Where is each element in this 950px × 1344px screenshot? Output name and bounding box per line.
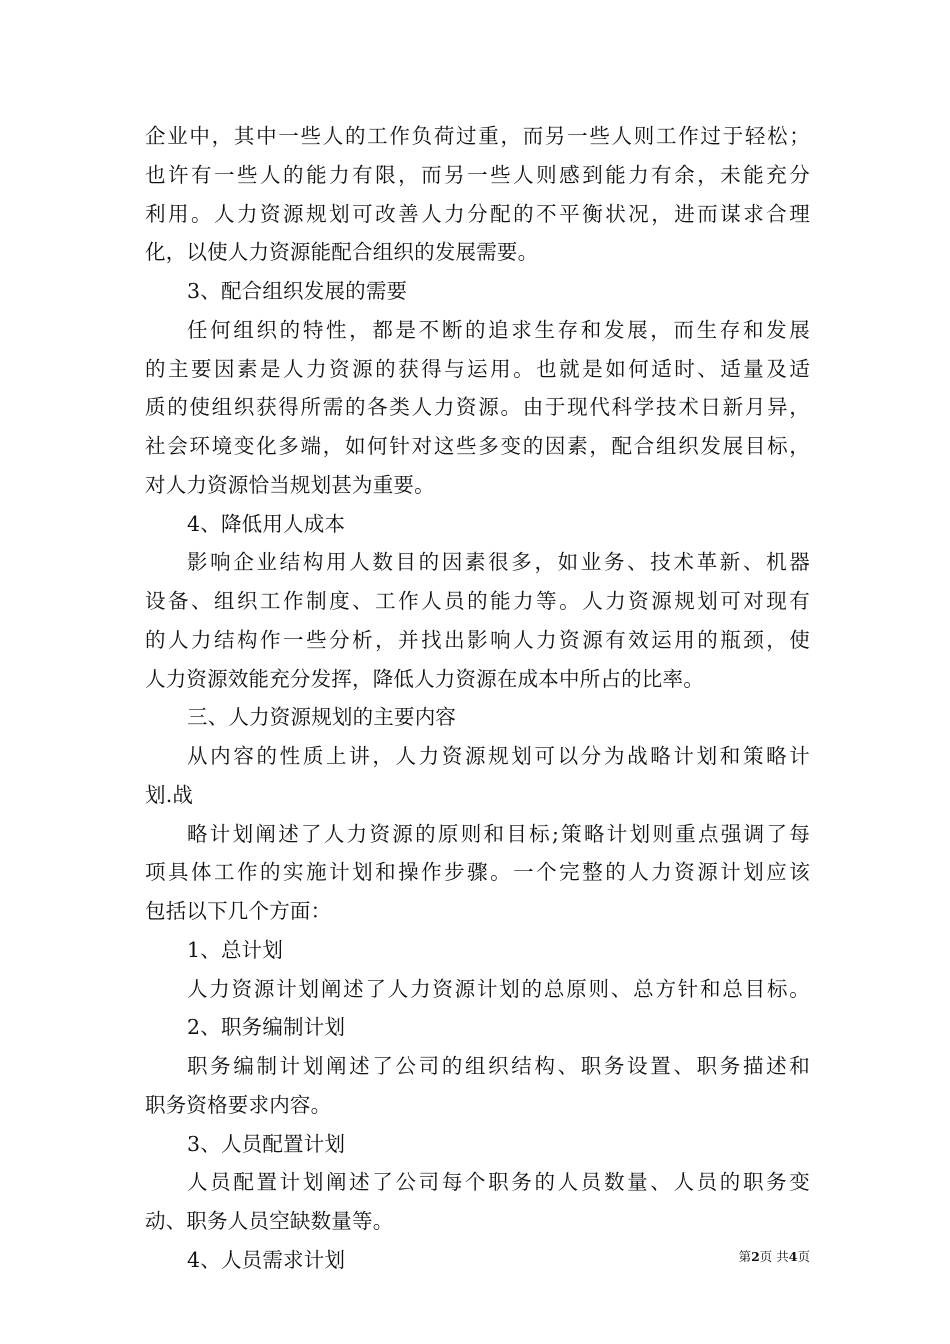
text-line: 人力资源计划阐述了人力资源计划的总原则、总方针和总目标。 xyxy=(187,976,810,1001)
text-line: 3、配合组织发展的需要 xyxy=(187,279,408,303)
text-line: 从内容的性质上讲，人力资源规划可以分为战略计划和策略计 xyxy=(187,744,810,768)
text-line: 3、人员配置计划 xyxy=(187,1131,346,1156)
footer-suffix: 页 xyxy=(797,1249,810,1264)
text-line: 人力资源效能充分发挥，降低人力资源在成本中所占的比率。 xyxy=(145,666,704,691)
total-pages-number: 4 xyxy=(788,1249,798,1264)
text-line: 职务资格要求内容。 xyxy=(145,1092,332,1117)
text-line: 2、职务编制计划 xyxy=(187,1015,346,1040)
current-page-number: 2 xyxy=(751,1249,760,1264)
footer-mid: 页 共 xyxy=(759,1249,789,1264)
text-line: 职务编制计划阐述了公司的组织结构、职务设置、职务描述和 xyxy=(187,1054,810,1078)
text-line: 企业中，其中一些人的工作负荷过重，而另一些人则工作过于轻松； xyxy=(145,124,810,148)
text-line: 4、降低用人成本 xyxy=(187,511,346,536)
text-line: 利用。人力资源规划可改善人力分配的不平衡状况，进而谋求合理 xyxy=(145,201,810,226)
text-line: 的人力结构作一些分析，并找出影响人力资源有效运用的瓶颈，使 xyxy=(145,627,810,652)
text-line: 化，以使人力资源能配合组织的发展需要。 xyxy=(145,240,539,265)
text-line: 也许有一些人的能力有限，而另一些人则感到能力有余，未能充分 xyxy=(145,162,810,187)
text-line: 项具体工作的实施计划和操作步骤。一个完整的人力资源计划应该 xyxy=(145,860,810,885)
text-line: 包括以下几个方面： xyxy=(145,899,332,923)
text-line: 4、人员需求计划 xyxy=(187,1247,346,1272)
text-line: 任何组织的特性，都是不断的追求生存和发展，而生存和发展 xyxy=(187,317,810,342)
text-line: 影响企业结构用人数目的因素很多，如业务、技术革新、机器 xyxy=(187,550,810,575)
text-line: 1、总计划 xyxy=(187,937,284,962)
text-line: 设备、组织工作制度、工作人员的能力等。人力资源规划可对现有 xyxy=(145,589,810,613)
text-line: 略计划阐述了人力资源的原则和目标;策略计划则重点强调了每 xyxy=(187,821,810,846)
text-line: 质的使组织获得所需的各类人力资源。由于现代科学技术日新月异， xyxy=(145,395,810,420)
text-line: 人员配置计划阐述了公司每个职务的人员数量、人员的职务变 xyxy=(187,1170,810,1195)
text-line: 的主要因素是人力资源的获得与运用。也就是如何适时、适量及适 xyxy=(145,356,810,381)
text-line: 对人力资源恰当规划甚为重要。 xyxy=(145,472,435,497)
text-line: 动、职务人员空缺数量等。 xyxy=(145,1209,394,1233)
text-line: 社会环境变化多端，如何针对这些多变的因素，配合组织发展目标， xyxy=(145,434,810,458)
page-footer xyxy=(700,1247,810,1265)
footer-prefix: 第 xyxy=(738,1249,752,1264)
text-line: 划.战 xyxy=(145,782,194,807)
text-line: 三、人力资源规划的主要内容 xyxy=(187,705,457,730)
document-body xyxy=(145,117,810,1280)
